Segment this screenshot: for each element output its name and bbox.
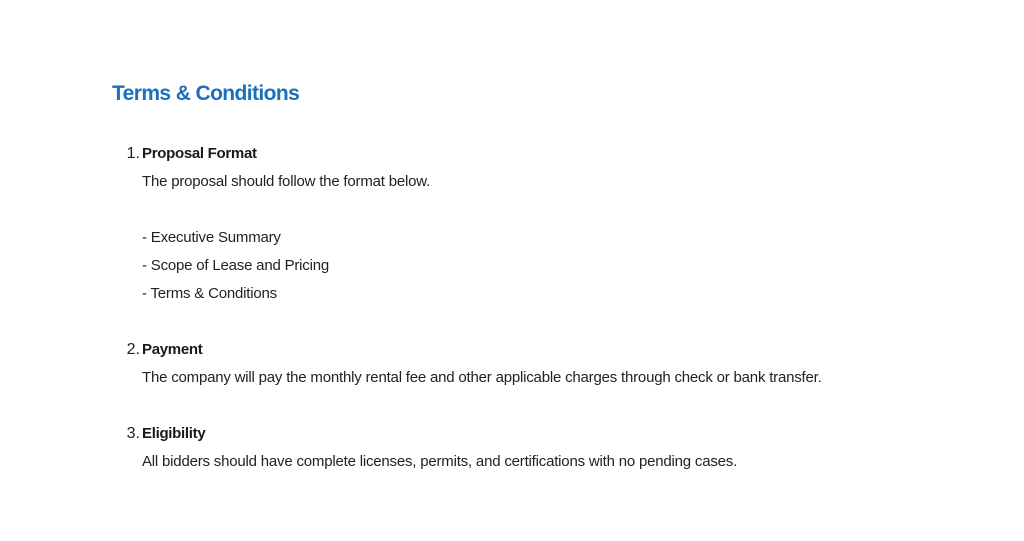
term-body xyxy=(142,336,822,392)
term-heading: Proposal Format xyxy=(142,145,257,162)
term-item-eligibility xyxy=(0,420,822,476)
terms-list xyxy=(0,140,822,504)
term-text: The proposal should follow the format below. xyxy=(142,173,431,190)
section-title: Terms & Conditions xyxy=(112,82,300,105)
term-number: 1. xyxy=(126,145,140,162)
sub-list-item: - Executive Summary xyxy=(142,229,281,246)
term-item-payment xyxy=(0,336,822,392)
term-body xyxy=(142,420,822,476)
format-sub-list xyxy=(142,224,822,308)
term-number: 3. xyxy=(126,425,140,442)
sub-list-item: - Scope of Lease and Pricing xyxy=(142,257,330,274)
sub-list-item: - Terms & Conditions xyxy=(142,285,277,302)
term-number: 2. xyxy=(126,341,140,358)
term-body xyxy=(142,140,822,308)
term-heading: Payment xyxy=(142,341,203,358)
term-item-proposal-format xyxy=(0,140,822,308)
term-heading: Eligibility xyxy=(142,425,206,442)
term-text: The company will pay the monthly rental fee and other applicable charges through check or bank transfer. xyxy=(142,369,822,386)
term-text: All bidders should have complete licenses, permits, and certifications with no pending cases. xyxy=(142,453,738,470)
